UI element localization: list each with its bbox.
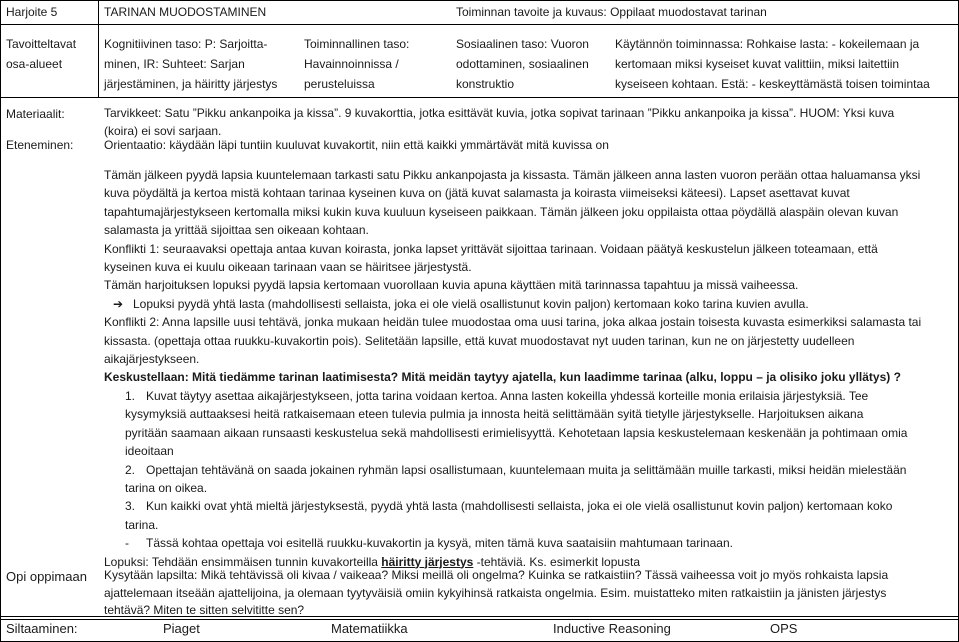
bridge-item-inductive: Inductive Reasoning	[553, 621, 671, 636]
learn-label: Opi oppimaan	[6, 569, 87, 584]
exercise-goal-description: Toiminnan tavoite ja kuvaus: Oppilaat muodostavat tarinan	[456, 5, 767, 19]
progress-body: Tämän jälkeen pyydä lapsia kuuntelemaan tarkasti satu Pikku ankanpojasta ja kissasta. Tämän jälkeen anna lasten vuoron perään ottaa haluamansa yksi kuva pöydältä ja kertoa mistä kohtaan tarinaa kyseinen kuva on (jätä kuvat salamasta ja koirasta viimeiseksi käteesi). Lapset asettavat kuvat tapahtumajärjestykseen kertomalla miksi kukin kuva kuuluun kyseiseen paikkaan. Tämän jälkeen joku oppilaista ottaa pöydällä alaspäin olevan kuvan salamasta ja yrittää sijoittaa sen oikeaan kohtaan. Konflikti 1: seuraavaksi opettaja antaa kuvan koirasta, jonka lapset yrittävät sijoittaa tarinaan. Voidaan päätyä keskustelun jälkeen toteamaan, että kyseinen kuva ei kuulu oikeaan tarinaan vaan se häiritsee järjestystä. Tämän harjoituksen lopuksi pyydä lapsia kertomaan vuorollaan kuvia apuna käyttäen mitä tarinnassa tapahtuu ja missä vaiheessa. ➔ Lopuksi pyydä yhtä lasta (mahdollisesti sellaista, joka ei ole vielä osallistunut kovin paljon) kertomaan koko tarina kuvien avulla. Konflikti 2: Anna lapsille uusi tehtävä, jonka mukaan heidän tulee muodostaa oma uusi tarina, joka alkaa jostain toisesta kuvasta esimerkiksi salamasta tai kissasta. (opettaja ottaa ruukku-kuvakortin pois). Selitetään lapsille, että kuvat muodostavat nyt uuden tarinan, kun ne on järjestetty uudelleen aikajärjestykseen. Keskustellaan: Mitä tiedämme tarinan laatimisesta? Mitä meidän taytyy ajatella, kun laadimme tarinaa (alku, loppu – ja olisiko joku yllätys) ? 1. Kuvat täytyy asettaa aikajärjestykseen, jotta tarina voidaan kertoa. Anna lasten kokeilla yhdessä korteille monia erilaisia järjestyksiä. Tee kysymyksiä auttaaksesi heitä ratkaisemaan eteen tulevia pulmia ja innosta heitä selittämään syitä tietylle järjestykselle. Harjoituksen aikana pyritään saamaan aikaan runsaasti keskustelua sekä mahdollisesti erimielisyyttä. Kehotetaan lapsia keskustelemaan keskenään ja pohtimaan omia ideoitaan 2. Opettajan tehtävänä on saada jokainen ryhmän lapsi osallistumaan, kuuntelemaan muita ja selittämään muille tarkasti, miksi heidän mielestään tarina on oikea. 3. Kun kaikki ovat yhtä mieltä järjestyksestä, pyydä yhtä lasta (mahdollisesti sellaista, joka ei ole vielä osallistunut kovin paljon) kertomaan koko tarina. - Tässä kohtaa opettaja voi esitellä ruukku-kuvakortin ja kysyä, miten tämä kuva saataisiin mahtumaan tarinaan. Lopuksi: Tehdään ensimmäisen tunnin kuvakorteilla häiritty järjestys -tehtäviä. Ks. esimerkit lopusta	[104, 166, 921, 571]
bridge-item-ops: OPS	[770, 621, 798, 636]
goals-label: Tavoitteltavat osa-alueet	[6, 37, 77, 71]
rule-top	[0, 0, 959, 1]
ending-line: Lopuksi: Tehdään ensimmäisen tunnin kuvakorteilla häiritty järjestys -tehtäviä. Ks. esimerkit lopusta	[104, 554, 641, 569]
arrow-right-icon: ➔	[113, 296, 124, 311]
rule-goals	[0, 97, 959, 98]
materials-text: Tarvikkeet: Satu ”Pikku ankanpoika ja kissa”. 9 kuvakorttia, jotka esittävät kuvia, jotka sopivat tarinaan ”Pikku ankanpoika ja kissa”. HUOM: Yksi kuva (koira) ei sovi sarjaan.	[104, 106, 895, 138]
exercise-number: Harjoite 5	[6, 5, 58, 19]
bridge-item-piaget: Piaget	[163, 621, 200, 636]
goal-practical: Käytännön toiminnassa: Rohkaise lasta: - kokeilemaan ja kertomaan miksi kyseiset kuvat valittiin, miksi laitettiin kyseiseen kohtaan. Estä: - keskeyttämästä toisen toimintaa	[615, 37, 930, 91]
exercise-title: TARINAN MUODOSTAMINEN	[104, 5, 267, 19]
list-item-3: 3. Kun kaikki ovat yhtä mieltä järjestyksestä, pyydä yhtä lasta (mahdollisesti sellaista, joka ei ole vielä osallistunut kovin paljon) kertomaan koko	[125, 499, 893, 514]
goal-functional: Toiminnallinen taso: Havainnoinnissa / perusteluissa	[304, 37, 410, 91]
arrow-line: ➔ Lopuksi pyydä yhtä lasta (mahdollisesti sellaista, joka ei ole vielä osallistunut kovin paljon) kertomaan koko tarina kuvien avulla.	[104, 295, 921, 313]
goal-social: Sosiaalinen taso: Vuoron odottaminen, sosiaalinen konstruktio	[456, 37, 589, 91]
rule-left	[0, 0, 1, 642]
list-item-2: 2. Opettajan tehtävänä on saada jokainen ryhmän lapsi osallistumaan, kuuntelemaan muita ja selittämään muille tarkasti, miksi heidän mielestään	[125, 462, 907, 477]
materials-label: Materiaalit:	[6, 107, 65, 121]
rule-col-label	[98, 0, 99, 97]
disturbed-order-link: häiritty järjestys	[381, 554, 474, 569]
rule-header	[0, 24, 959, 25]
bridge-label: Siltaaminen:	[6, 621, 78, 636]
goal-cognitive: Kognitiivinen taso: P: Sarjoitta- minen, IR: Suhteet: Sarjan järjestäminen, ja häiritty järjestys	[104, 37, 278, 91]
list-item-1: 1. Kuvat täytyy asettaa aikajärjestykseen, jotta tarina voidaan kertoa. Anna lasten kokeilla yhdessä korteille monia erilaisia järjestyksiä. Tee	[125, 388, 869, 403]
list-item-dash: - Tässä kohtaa opettaja voi esitellä ruukku-kuvakortin ja kysyä, miten tämä kuva saataisiin mahtumaan tarinaan.	[125, 536, 733, 551]
discussion-heading: Keskustellaan: Mitä tiedämme tarinan laatimisesta? Mitä meidän taytyy ajatella, kun laadimme tarinaa (alku, loppu – ja olisiko joku yllätys) ?	[104, 370, 901, 385]
learn-text: Kysytään lapsilta: Mikä tehtävissä oli kivaa / vaikeaa? Miksi meillä oli ongelma? Kuinka se ratkaistiin? Tässä vaiheessa voit jo myös rohkaista lapsia ajattelemaan itseään ajattelijoina, ja olemaan tyytyväisiä omiin kykyihinsä ratkaista ongelmia. Esim. muistatteko miten ratkaistiin ja jänisten järjestys tehtävä? Miten te sitten selvititte sen?	[104, 568, 889, 617]
progress-label: Eteneminen:	[6, 138, 74, 152]
bridge-item-math: Matematiikka	[331, 621, 408, 636]
orientation-text: Orientaatio: käydään läpi tuntiin kuuluvat kuvakortit, niin että kaikki ymmärtävät mitä kuvissa on	[104, 138, 609, 152]
